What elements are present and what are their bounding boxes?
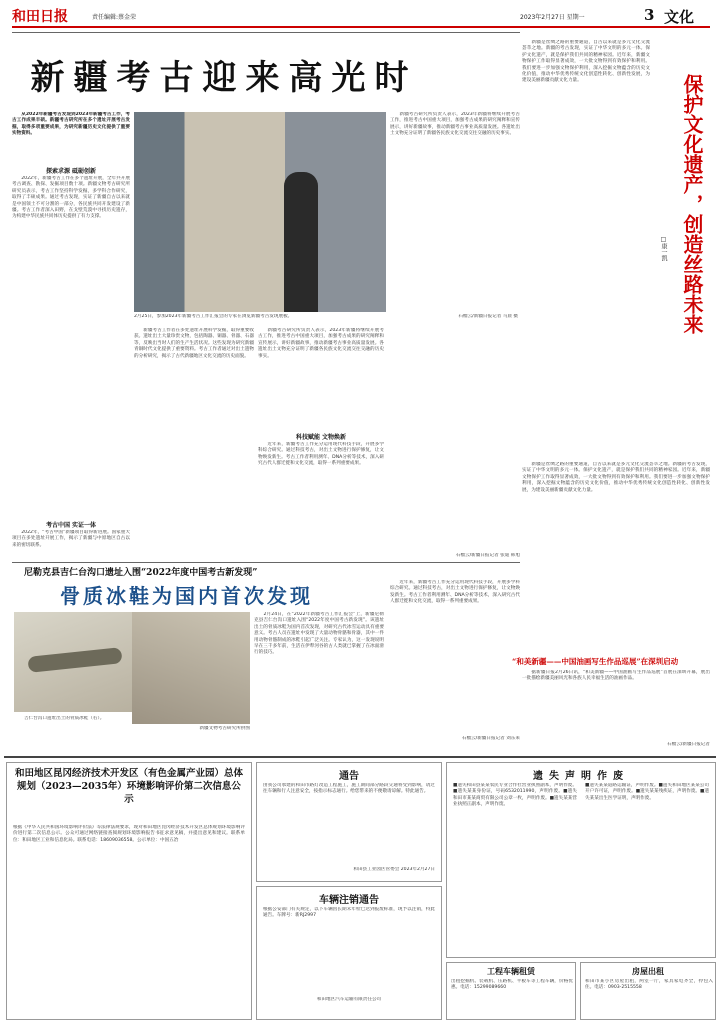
skate-photo-1 bbox=[14, 612, 132, 712]
cancel-block bbox=[256, 886, 442, 1020]
lost-left: ■遗失和田县某某农民专业合作社营业执照副本，声明作废。■遗失某某身份证，号码6532011990，声明作废。■遗失和田市某某商贸有限公司公章一枚，声明作废。■遗失某某营业执照正副本，声明作废。 bbox=[453, 783, 577, 808]
cancel-sign: 和田地区汽车运输有限责任公司 bbox=[316, 997, 382, 1002]
notice-sign: 和田县工业园区管委会 2023年2月27日 bbox=[353, 867, 435, 872]
main-col2: 新疆考古工作者在多处遗址开展科学发掘，取得重要收获。遗址出土大量珍贵文物，包括陶器、铜器、骨器、石器等，反映出当时人们的生产生活状况。这些发现为研究新疆青铜时代文化提供了重要资料。考古工作者通过对出土遗物的分析研究，揭示了古代新疆地区文化交流的历史面貌。 bbox=[134, 328, 254, 359]
column-body-bottom: 新疆是丝绸之路的重要通道，自古以来就是多元文化交流荟萃之地。新疆的考古发现，实证了中华文明的多元一体。保护文化遗产，就是保护我们共同的精神家园。近年来，新疆文物保护工作取得显著成效，一大批文物得到有效保护和利用。我们要进一步加强文物保护利用，深入挖掘文物蕴含的历史文化价值，推动中华优秀传统文化创造性转化、创新性发展，为建设美丽新疆贡献文化力量。 bbox=[522, 462, 710, 493]
ad-block bbox=[6, 762, 252, 1020]
skate-caption-credit: 新疆文物考古研究所供图 bbox=[199, 726, 250, 731]
divider-second bbox=[12, 562, 520, 563]
lost-right: ■遗失某某道路运输证，声明作废。■遗失和田地区某某公司开户许可证，声明作废。■遗失某某残疾证，声明作废。■遗失某某出生医学证明，声明作废。 bbox=[585, 783, 709, 801]
second-headline: 骨质冰鞋为国内首次发现 bbox=[60, 584, 313, 608]
main-col4: 新疆考古研究所负责人表示，2023年新疆将继续开展考古工作，推进考古中国重大项目，加强考古成果的研究阐释和宣传展示，讲好新疆故事，推动新疆考古事业高质量发展。各遗址出土文物充分证明了新疆各民族文化交流交往交融的历史事实。 bbox=[390, 112, 520, 137]
ad-body: 根据《中华人民共和国环境影响评价法》等法律法规要求，现对和田地区昆冈经济技术开发区总体规划环境影响评价进行第二次信息公示。公众可通过网络链接查阅规划环境影响报告书征求意见稿，并提出意见和建议。联系单位：和田地区工业和信息化局。联系电话：18609036558。公示单位：中国五冶 bbox=[13, 825, 245, 843]
main-headline: 新疆考古迎来高光时 bbox=[30, 58, 418, 98]
person-figure bbox=[284, 172, 318, 312]
column-body-top: 新疆是丝绸之路的重要通道，自古以来就是多元文化交流荟萃之地。新疆的考古发现，实证了中华文明的多元一体。保护文化遗产，就是保护我们共同的精神家园。近年来，新疆文物保护工作取得显著成效，一大批文物得到有效保护和利用。我们要进一步加强文物保护利用，深入挖掘文物蕴含的历史文化价值，推动中华优秀传统文化创造性转化、创新性发展，为建设美丽新疆贡献文化力量。 bbox=[522, 40, 650, 84]
bottom-rule bbox=[4, 756, 716, 758]
bone-skate bbox=[27, 647, 122, 673]
main-col3b: 近年来，新疆考古工作充分运用现代科技手段，开展多学科综合研究。通过科技考古，对出土文物进行保护修复，让文物焕发新生。考古工作者利用测年、DNA分析等技术，深入研究古代人群迁徙和文化交流，取得一系列重要成果。 bbox=[258, 442, 384, 467]
rent-title-2: 房屋出租 bbox=[632, 966, 664, 976]
rent-body-2: 和田市某小区房屋出租，两室一厅，家具家电齐全，拎包入住。电话：0903-2515558 bbox=[585, 979, 713, 991]
rent-body-1: 出租挖掘机、装载机、压路机、平板车等工程车辆，价格优惠。电话：15299089660 bbox=[451, 979, 573, 991]
main-photo-caption: 2月25日，参加2023年新疆考古工作汇报会的专家在浏览新疆考古发现展板。 bbox=[134, 314, 293, 319]
main-col1: 2022年，新疆考古工作在多个遗址开展，全年共开展考古调查、勘探、发掘项目数十项。新疆文物考古研究所研究员表示，考古工作坚持科学发掘，多学科合作研究，取得了丰硕成果。通过考古发现，实证了新疆自古以来就是中国领土不可分割的一部分，各民族共同开发建设了新疆。考古工作者深入田野，在戈壁荒漠中寻找历史遗存，为构建中华民族共同体历史提供了有力支撑。 bbox=[12, 176, 130, 220]
main-photo-credit: 石榴云/新疆日报记者 马晨 摄 bbox=[458, 314, 518, 319]
editor-credit: 责任编辑:蔡金荣 bbox=[92, 14, 137, 21]
notice-title: 通告 bbox=[339, 771, 359, 782]
notice-block bbox=[256, 762, 442, 882]
skate-photo-2 bbox=[132, 612, 250, 724]
rent-block-1 bbox=[446, 962, 576, 1020]
main-intro: 从2022年新疆考古发现到2023年新疆考古工作，考古工作成果丰硕。新疆考古研究所在多个遗址开展考古发掘，取得多项重要成果，为研究新疆历史文化提供了重要实物资料。 bbox=[12, 112, 130, 137]
page-header bbox=[12, 6, 710, 28]
subhead-2: 考古中国 实证一体 bbox=[45, 522, 97, 529]
second-credit: 石榴云/新疆日报记者 刘东莱 bbox=[461, 736, 520, 741]
ad-title: 和田地区昆冈经济技术开发区（有色金属产业园）总体规划（2023—2035年）环境影响评价第二次信息公示 bbox=[14, 768, 243, 805]
skate-caption: 吉仁台沟口遗址出土的骨质冰鞋（右）。 bbox=[24, 716, 105, 721]
subhead-1: 探索求源 砥砺创新 bbox=[45, 168, 97, 175]
rent-title-1: 工程车辆租赁 bbox=[487, 966, 535, 976]
second-body: 2月24日，在“2022年新疆考古工作汇报会”上，新疆尼勒克县吉仁台沟口遗址入围“2022年度中国考古新发现”。该遗址出土的骨质冰鞋为国内首次发现，对研究古代冰雪运动具有重要意义。考古人员在遗址中发现了大量动物骨骼和骨器，其中一件用动物骨骼制成的冰鞋引起广泛关注。专家认为，这一发现说明早在三千多年前，生活在伊犁河谷的古人类就已掌握了在冰面滑行的技巧。 bbox=[254, 612, 384, 656]
main-col1b: 2022年，“考古中国”新疆项目取得新进展。国家重大项目在多处遗址开展工作，揭示了新疆与中原地区自古以来的密切联系。 bbox=[12, 530, 130, 548]
column-title: 保护文化遗产，创造丝路未来 bbox=[680, 74, 704, 334]
issue-date: 2023年2月27日 星期一 bbox=[520, 14, 585, 21]
main-photo bbox=[134, 112, 386, 312]
column-author: □康一凯 bbox=[660, 236, 667, 261]
lost-block bbox=[446, 762, 716, 958]
page-number: 3 bbox=[644, 6, 655, 24]
rule-line bbox=[12, 32, 520, 33]
column-credit: 石榴云/新疆日报记者 bbox=[667, 742, 710, 747]
newspaper-logo: 和田日报 bbox=[12, 9, 68, 25]
notice-body: 由我公司承建的和田市路灯改造工程施工，施工期间部分路段交通将受到影响，请过往车辆和行人注意安全，按指示标志通行。给您带来的不便敬请谅解。特此通告。 bbox=[263, 783, 435, 795]
second-kicker: 尼勒克县吉仁台沟口遗址入围“2022年度中国考古新发现” bbox=[24, 568, 258, 578]
rent-block-2 bbox=[580, 962, 716, 1020]
main-col3a: 新疆考古研究所负责人表示，2023年新疆将继续开展考古工作，推进考古中国重大项目，加强考古成果的研究阐释和宣传展示，讲好新疆故事，推动新疆考古事业高质量发展。各遗址出土文物充分证明了新疆各民族文化交流交往交融的历史事实。 bbox=[258, 328, 384, 359]
subhead-3: 科技赋能 文物焕新 bbox=[295, 434, 347, 441]
cancel-body: 根据公安部门有关规定，以下车辆因长期未年检已达到报废标准，现予以注销，特此通告。车牌号：新RJ2997 bbox=[263, 907, 435, 919]
section-name: 文化 bbox=[664, 8, 695, 26]
main-credit: 石榴云/新疆日报记者 张迪 韩旭 bbox=[455, 553, 520, 558]
column-subhead: “和美新疆——中国油画写生作品巡展”在深圳启动 bbox=[512, 657, 679, 666]
cancel-title: 车辆注销通告 bbox=[319, 895, 379, 906]
column-sub-body: 据新疆日报2月26日讯，“和美新疆——中国油画写生作品巡展”首展在深圳开幕，展出一批描绘新疆美丽风光和各族人民幸福生活的油画作品。 bbox=[522, 670, 710, 682]
lost-title: 遗失声明作废 bbox=[533, 771, 629, 782]
second-body-2: 近年来，新疆考古工作充分运用现代科技手段，开展多学科综合研究。通过科技考古，对出土文物进行保护修复，让文物焕发新生。考古工作者利用测年、DNA分析等技术，深入研究古代人群迁徙和文化交流，取得一系列重要成果。 bbox=[390, 580, 520, 605]
